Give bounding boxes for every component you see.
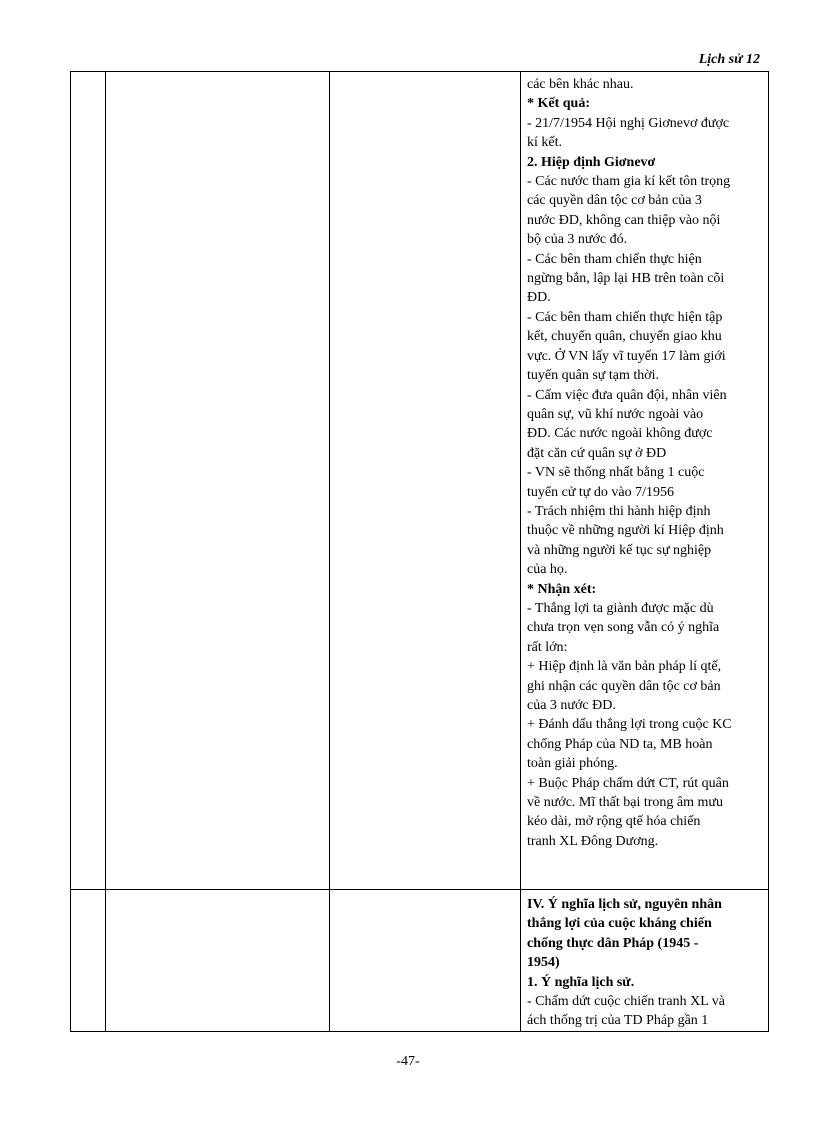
text-line: IV. Ý nghĩa lịch sử, nguyên nhân bbox=[527, 897, 722, 912]
text-line: - Chấm dứt cuộc chiến tranh XL và bbox=[527, 994, 725, 1010]
text-line: - Thắng lợi ta giành được mặc dù bbox=[527, 600, 714, 616]
text-line: tranh XL Đông Dương. bbox=[527, 833, 659, 849]
text-line: các bên khác nhau. bbox=[527, 77, 634, 92]
table-cell-empty bbox=[330, 72, 521, 890]
text-line: 2. Hiệp định Giơnevơ bbox=[527, 154, 656, 170]
text-line: - 21/7/1954 Hội nghị Giơnevơ được bbox=[527, 115, 730, 131]
table-cell-empty bbox=[71, 72, 106, 890]
text-line: thắng lợi của cuộc kháng chiến bbox=[527, 916, 712, 932]
text-line: và những người kế tục sự nghiệp bbox=[527, 542, 712, 558]
text-line: kết, chuyển quân, chuyển giao khu bbox=[527, 329, 722, 345]
text-line: chống thực dân Pháp (1945 - bbox=[527, 935, 699, 951]
text-line: ngừng bắn, lập lại HB trên toàn cõi bbox=[527, 271, 725, 287]
text-line: - Các bên tham chiến thực hiện tập bbox=[527, 309, 723, 325]
cell-text bbox=[527, 890, 764, 1031]
table-cell-empty bbox=[106, 72, 330, 890]
text-line: 1. Ý nghĩa lịch sử. bbox=[527, 974, 635, 990]
text-line: - VN sẽ thống nhất bằng 1 cuộc bbox=[527, 465, 705, 481]
text-line: của họ. bbox=[527, 562, 568, 578]
text-line: ách thống trị của TD Pháp gần 1 bbox=[527, 1013, 709, 1029]
text-line: các quyền dân tộc cơ bản của 3 bbox=[527, 193, 702, 209]
text-line: + Đánh dấu thắng lợi trong cuộc KC bbox=[527, 717, 732, 733]
text-line: nước ĐD, không can thiệp vào nội bbox=[527, 212, 721, 228]
text-line: - Các nước tham gia kí kết tôn trọng bbox=[527, 174, 731, 190]
text-line: thuộc về những người kí Hiệp định bbox=[527, 523, 724, 539]
text-line: * Kết quả: bbox=[527, 96, 590, 112]
text-line: chống Pháp của ND ta, MB hoàn bbox=[527, 736, 713, 752]
text-line: * Nhận xét: bbox=[527, 581, 597, 597]
text-line: ĐD. bbox=[527, 290, 551, 306]
table-row bbox=[71, 72, 769, 890]
cell-text bbox=[527, 72, 764, 851]
table-cell-empty bbox=[106, 890, 330, 1032]
table-cell-content bbox=[521, 72, 769, 890]
text-line: ĐD. Các nước ngoài không được bbox=[527, 426, 713, 442]
text-line: kéo dài, mở rộng qtế hóa chiến bbox=[527, 814, 701, 830]
text-line: quân sự, vũ khí nước ngoài vào bbox=[527, 406, 704, 422]
text-line: ghi nhận các quyền dân tộc cơ bản bbox=[527, 678, 721, 694]
text-line: vực. Ở VN lấy vĩ tuyến 17 làm giới bbox=[527, 348, 726, 364]
text-line: tuyến quân sự tạm thời. bbox=[527, 368, 660, 384]
header-title: Lịch sử 12 bbox=[698, 52, 760, 67]
text-line: + Hiệp định là văn bản pháp lí qtế, bbox=[527, 659, 722, 675]
text-line: bộ của 3 nước đó. bbox=[527, 232, 628, 248]
text-line: đặt căn cứ quân sự ở ĐD bbox=[527, 445, 667, 461]
text-line: tuyển cử tự do vào 7/1956 bbox=[527, 484, 674, 500]
text-line: kí kết. bbox=[527, 135, 562, 151]
table-cell-empty bbox=[71, 890, 106, 1032]
table-cell-content bbox=[521, 890, 769, 1032]
text-line: của 3 nước ĐD. bbox=[527, 698, 616, 713]
text-line: - Cấm việc đưa quân đội, nhân viên bbox=[527, 387, 727, 403]
text-line: - Trách nhiệm thi hành hiệp định bbox=[527, 503, 711, 519]
page-number: -47- bbox=[396, 1054, 420, 1069]
table-cell-empty bbox=[330, 890, 521, 1032]
text-line: - Các bên tham chiến thực hiện bbox=[527, 251, 702, 267]
text-line: 1954) bbox=[527, 955, 560, 971]
text-line: toàn giải phóng. bbox=[527, 756, 618, 772]
text-line: rất lớn: bbox=[527, 639, 568, 655]
text-line: về nước. Mĩ thất bại trong âm mưu bbox=[527, 795, 723, 811]
table-row bbox=[71, 890, 769, 1032]
text-line: + Buộc Pháp chấm dứt CT, rút quân bbox=[527, 775, 729, 791]
text-line: chưa trọn vẹn song vẫn có ý nghĩa bbox=[527, 620, 720, 636]
lesson-table bbox=[70, 71, 769, 1032]
